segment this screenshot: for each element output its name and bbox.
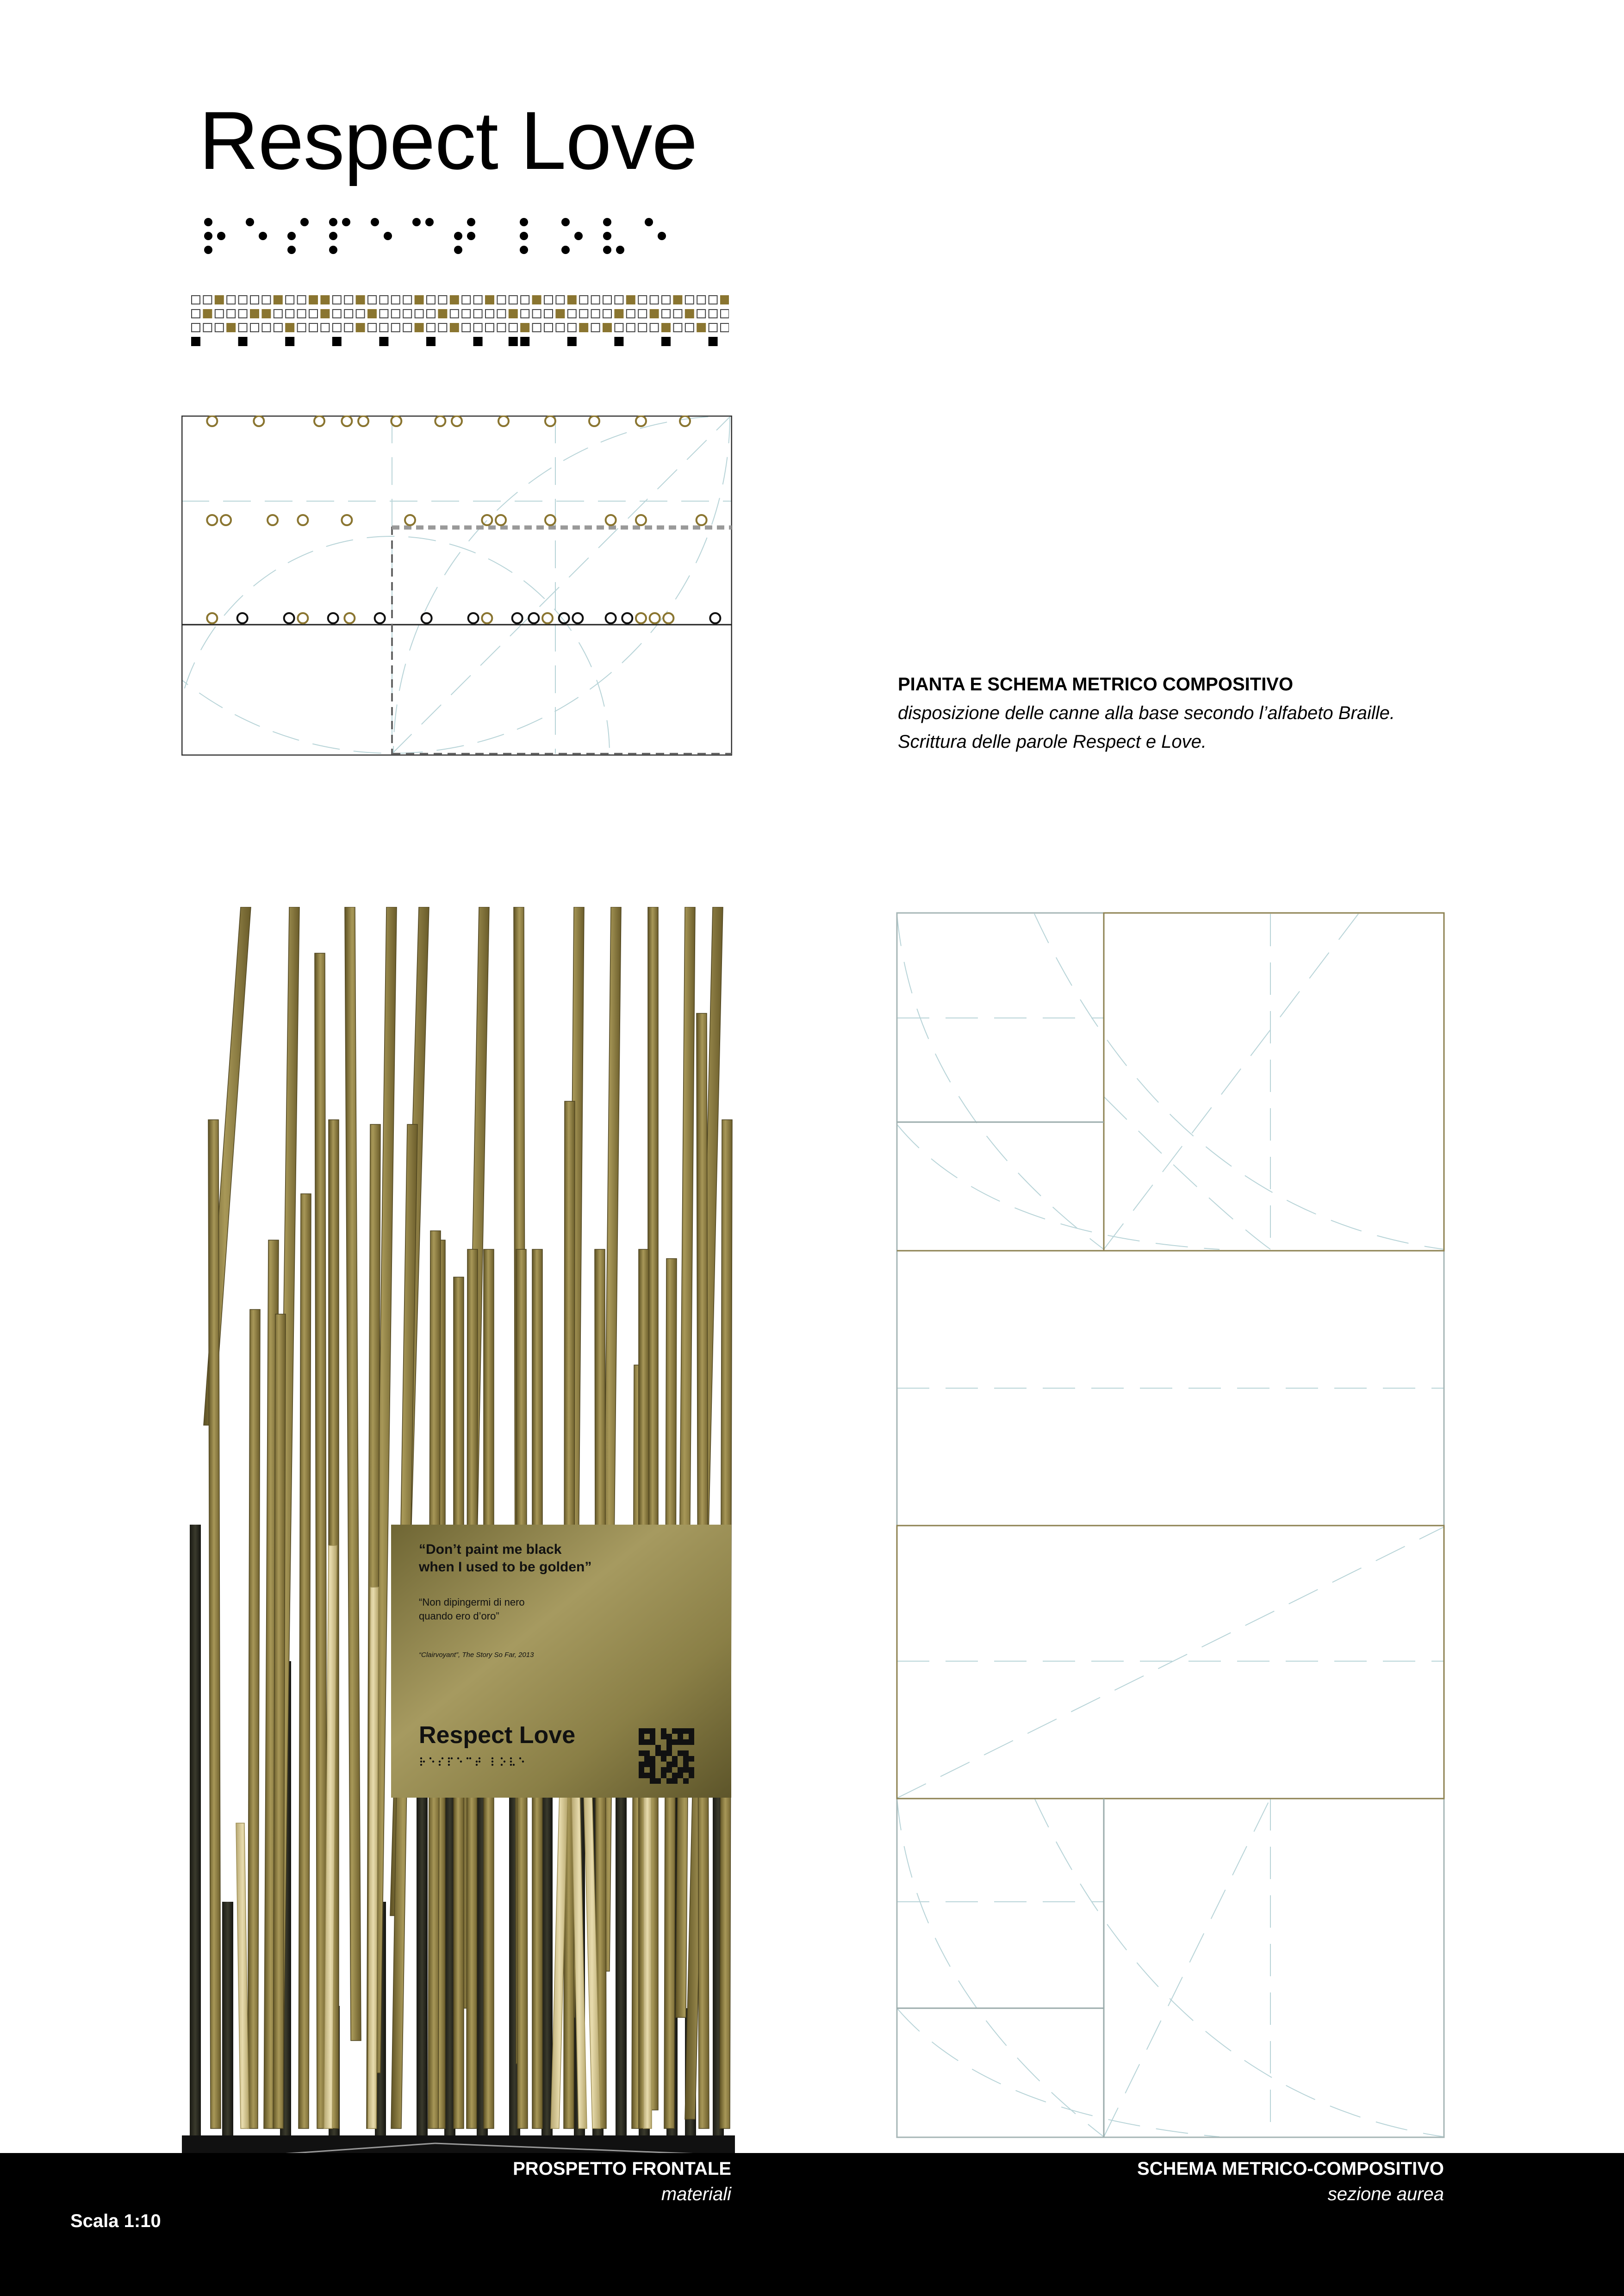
braille-dot: [259, 232, 267, 240]
grid-cell: [403, 296, 411, 304]
grid-cell: [203, 309, 212, 318]
reed-position: [622, 613, 632, 623]
braille-dot: [287, 246, 296, 254]
grid-cell: [685, 309, 694, 318]
reed-position: [710, 613, 720, 623]
grid-cell: [673, 323, 682, 332]
golden-section-diagram: [896, 912, 1446, 2140]
grid-cell: [462, 310, 470, 318]
reed-position: [680, 416, 690, 426]
grid-cell: [356, 323, 365, 332]
reed-position: [636, 416, 646, 426]
grid-cell: [474, 310, 482, 318]
reed-position: [344, 613, 355, 623]
reed-gold: [273, 1314, 286, 2128]
grid-cell: [392, 296, 400, 304]
reed-position: [545, 416, 555, 426]
plan-caption-line: Scrittura delle parole Respect e Love.: [898, 732, 1207, 752]
grid-cell: [567, 295, 577, 304]
grid-cell: [603, 296, 611, 304]
reed-gold: [345, 907, 361, 2041]
scale-label: Scala 1:10: [70, 2211, 161, 2231]
reed-position: [482, 613, 492, 623]
braille-dot: [246, 218, 254, 226]
braille-dot: [384, 232, 392, 240]
reed-position: [468, 613, 479, 623]
braille-dot: [520, 232, 528, 240]
grid-cell: [650, 296, 659, 304]
grid-cell: [427, 310, 435, 318]
footer-right-caption: [1074, 2159, 1444, 2205]
grid-cell: [368, 323, 376, 332]
grid-cell: [709, 310, 717, 318]
grid-cell: [415, 323, 424, 332]
guide-arc: [1034, 914, 1444, 1249]
reed-position: [572, 613, 583, 623]
braille-dot: [603, 246, 611, 254]
grid-cell: [520, 337, 529, 346]
grid-cell: [509, 296, 517, 304]
braille-dot: [287, 232, 296, 240]
reed-position: [405, 515, 415, 525]
grid-cell: [615, 323, 623, 332]
reed-position: [496, 515, 506, 525]
grid-cell: [239, 296, 247, 304]
reed-position: [559, 613, 569, 623]
grid-cell: [274, 323, 282, 332]
braille-dot: [561, 246, 570, 254]
guide-arc: [897, 1798, 1104, 2137]
grid-cell: [474, 296, 482, 304]
grid-cell: [392, 310, 400, 318]
reed-position: [529, 613, 539, 623]
reed-light: [643, 1768, 652, 2128]
reed-position: [314, 416, 324, 426]
grid-cell: [450, 295, 459, 304]
grid-cell: [497, 323, 505, 332]
grid-cell: [309, 295, 318, 304]
grid-cell: [509, 323, 517, 332]
reed-black: [222, 1902, 233, 2135]
grid-cell: [274, 295, 283, 304]
grid-cell: [638, 296, 647, 304]
guide-arc: [181, 536, 610, 756]
braille-dot: [329, 246, 337, 254]
braille-dot: [204, 246, 212, 254]
plan-caption: [898, 670, 1395, 756]
grid-cell: [192, 296, 200, 304]
grid-cell: [485, 310, 494, 318]
grid-cell: [286, 310, 294, 318]
grid-cell: [320, 309, 330, 318]
grid-cell: [661, 323, 671, 332]
grid-cell: [227, 310, 235, 318]
braille-dot: [454, 232, 462, 240]
grid-cell: [520, 323, 529, 332]
reed-position: [391, 416, 401, 426]
grid-cell: [226, 323, 236, 332]
grid-cell: [438, 309, 447, 318]
reed-position: [342, 515, 352, 525]
grid-cell: [403, 310, 411, 318]
grid-cell: [650, 309, 659, 318]
grid-cell: [532, 295, 541, 304]
grid-cell: [650, 323, 659, 332]
braille-dot: [574, 232, 583, 240]
grid-cell: [556, 323, 564, 332]
grid-cell: [615, 296, 623, 304]
grid-cell: [685, 296, 694, 304]
plaque-citation: “Clairvoyant”, The Story So Far, 2013: [419, 1651, 534, 1659]
reed-position: [207, 515, 217, 525]
footer-left-sub: materiali: [661, 2184, 731, 2204]
grid-cell: [215, 323, 224, 332]
braille-dot: [412, 218, 421, 226]
reed-black: [417, 1772, 428, 2135]
guide-arc: [897, 1124, 1220, 1249]
grid-cell: [521, 296, 529, 304]
grid-cell: [285, 337, 294, 346]
grid-cell: [380, 323, 388, 332]
grid-cell: [298, 296, 306, 304]
grid-cell: [721, 323, 729, 332]
grid-cell: [262, 296, 270, 304]
grid-cell: [661, 337, 671, 346]
guide-arc: [1104, 1097, 1270, 1249]
grid-cell: [320, 295, 330, 304]
grid-cell: [450, 323, 459, 332]
grid-cell: [379, 337, 388, 346]
braille-dot: [603, 218, 611, 226]
grid-cell: [333, 323, 341, 332]
reed-position: [663, 613, 673, 623]
braille-dot: [520, 246, 528, 254]
grid-cell: [239, 310, 247, 318]
grid-cell: [591, 310, 600, 318]
grid-cell: [215, 310, 224, 318]
reed-position: [237, 613, 248, 623]
grid-cell: [427, 323, 435, 332]
grid-cell: [344, 323, 353, 332]
grid-cell: [380, 310, 388, 318]
reed-position: [298, 515, 308, 525]
grid-cell: [309, 310, 317, 318]
grid-cell: [333, 310, 341, 318]
grid-cell: [321, 323, 329, 332]
reed-position: [358, 416, 368, 426]
grid-cell: [427, 296, 435, 304]
grid-cell: [380, 296, 388, 304]
grid-cell: [614, 337, 623, 346]
grid-cell: [509, 309, 518, 318]
grid-cell: [215, 295, 224, 304]
guide-arc: [897, 914, 1104, 1249]
grid-cell: [485, 323, 494, 332]
grid-cell: [662, 310, 670, 318]
grid-cell: [239, 323, 247, 332]
reed-position: [697, 515, 707, 525]
guide-line: [1104, 914, 1358, 1249]
grid-cell: [438, 296, 447, 304]
grid-cell: [509, 337, 518, 346]
grid-cell: [591, 323, 600, 332]
guide-line: [897, 1527, 1444, 1798]
footer-left-caption: [417, 2159, 731, 2205]
braille-dot: [454, 246, 462, 254]
grid-cell: [579, 310, 588, 318]
grid-cell: [709, 296, 717, 304]
golden-square: [1104, 913, 1444, 1251]
plan-view: [181, 416, 732, 756]
reed-position: [636, 613, 646, 623]
braille-dot: [658, 232, 666, 240]
guide-arc: [393, 416, 732, 756]
reed-position: [268, 515, 278, 525]
braille-dot: [467, 232, 475, 240]
braille-dot: [300, 218, 309, 226]
braille-grid: [187, 292, 729, 352]
reed-black: [541, 1772, 553, 2135]
grid-cell: [626, 295, 635, 304]
reed-gold: [299, 1194, 311, 2128]
grid-cell: [462, 296, 470, 304]
grid-cell: [415, 295, 424, 304]
grid-cell: [697, 310, 705, 318]
grid-cell: [685, 323, 694, 332]
grid-cell: [579, 323, 588, 332]
grid-cell: [709, 337, 718, 346]
reed-position: [298, 613, 308, 623]
braille-dot: [561, 218, 570, 226]
grid-cell: [203, 296, 212, 304]
braille-dot: [520, 218, 528, 226]
plaque-quote-it: quando ero d’oro”: [419, 1610, 499, 1622]
grid-cell: [721, 310, 729, 318]
reed-gold: [248, 1309, 260, 2128]
grid-cell: [333, 296, 341, 304]
braille-dot: [603, 232, 611, 240]
braille-dot: [217, 232, 225, 240]
grid-cell: [403, 323, 411, 332]
plaque-quote-en: “Don’t paint me black: [419, 1542, 562, 1557]
grid-cell: [356, 310, 365, 318]
grid-cell: [497, 310, 505, 318]
reed-position: [435, 416, 445, 426]
grid-cell: [473, 337, 483, 346]
grid-cell: [614, 309, 623, 318]
grid-cell: [392, 323, 400, 332]
reed-position: [606, 613, 616, 623]
reed-position: [452, 416, 462, 426]
grid-cell: [673, 295, 682, 304]
grid-cell: [426, 337, 436, 346]
grid-cell: [192, 323, 200, 332]
grid-cell: [438, 323, 447, 332]
grid-cell: [274, 310, 282, 318]
grid-cell: [709, 323, 717, 332]
grid-cell: [356, 295, 365, 304]
grid-cell: [191, 337, 200, 346]
grid-cell: [368, 296, 376, 304]
braille-dot: [371, 218, 379, 226]
braille-dot: [204, 218, 212, 226]
footer-right-title: SCHEMA METRICO-COMPOSITIVO: [1137, 2159, 1444, 2179]
grid-cell: [556, 296, 564, 304]
braille-title: [199, 213, 717, 264]
plan-caption-line: disposizione delle canne alla base secondo l’alfabeto Braille.: [898, 703, 1395, 723]
guide-arc: [897, 2008, 1220, 2137]
plaque-quote-it: “Non dipingermi di nero: [419, 1596, 525, 1608]
grid-cell: [298, 323, 306, 332]
grid-cell: [697, 296, 705, 304]
page-title: Respect Love: [199, 94, 697, 186]
braille-dot: [425, 218, 434, 226]
reed-position: [221, 515, 231, 525]
grid-cell: [544, 323, 553, 332]
grid-cell: [485, 295, 494, 304]
grid-cell: [568, 323, 576, 332]
grid-cell: [261, 309, 271, 318]
grid-cell: [238, 337, 248, 346]
braille-dot: [645, 218, 653, 226]
footer-left-title: PROSPETTO FRONTALE: [513, 2159, 731, 2179]
grid-cell: [285, 323, 294, 332]
reed-position: [254, 416, 264, 426]
reed-position: [422, 613, 432, 623]
reed-position: [207, 613, 217, 623]
grid-cell: [627, 310, 635, 318]
grid-cell: [262, 323, 270, 332]
grid-cell: [332, 337, 342, 346]
grid-cell: [367, 309, 377, 318]
reed-position: [498, 416, 509, 426]
reed-position: [207, 416, 217, 426]
reed-position: [375, 613, 385, 623]
reed-position: [512, 613, 523, 623]
reed-position: [542, 613, 553, 623]
plan-caption-title: PIANTA E SCHEMA METRICO COMPOSITIVO: [898, 674, 1294, 695]
grid-cell: [638, 310, 647, 318]
reed-position: [589, 416, 599, 426]
reed-position: [636, 515, 646, 525]
grid-cell: [250, 323, 259, 332]
grid-cell: [603, 310, 611, 318]
grid-cell: [638, 323, 647, 332]
reed-position: [482, 515, 492, 525]
grid-cell: [544, 296, 553, 304]
grid-cell: [662, 296, 670, 304]
grid-cell: [720, 295, 729, 304]
reed-position: [545, 515, 555, 525]
grid-cell: [567, 337, 577, 346]
grid-cell: [579, 296, 588, 304]
grid-cell: [568, 310, 576, 318]
grid-cell: [415, 310, 423, 318]
reed-position: [342, 416, 352, 426]
braille-dot: [204, 232, 212, 240]
grid-cell: [462, 323, 470, 332]
grid-cell: [474, 323, 482, 332]
grid-cell: [227, 296, 235, 304]
reed-gold: [208, 1120, 221, 2128]
plaque-text: [391, 1527, 729, 1798]
grid-cell: [521, 310, 529, 318]
footer-right-sub: sezione aurea: [1327, 2184, 1444, 2204]
reed-position: [606, 515, 616, 525]
reed-black: [190, 1525, 201, 2135]
braille-dot: [329, 232, 337, 240]
grid-cell: [533, 323, 541, 332]
grid-cell: [533, 310, 541, 318]
braille-dot: [467, 218, 475, 226]
reed-position: [284, 613, 294, 623]
grid-cell: [286, 296, 294, 304]
grid-cell: [250, 309, 259, 318]
grid-cell: [497, 296, 505, 304]
grid-cell: [344, 296, 353, 304]
grid-cell: [250, 296, 259, 304]
reed-light: [236, 1823, 249, 2128]
plaque-quote-en: when I used to be golden”: [419, 1559, 592, 1575]
grid-cell: [192, 310, 200, 318]
grid-cell: [298, 310, 306, 318]
grid-cell: [673, 310, 682, 318]
plan-frame: [182, 416, 732, 755]
grid-cell: [344, 310, 353, 318]
grid-cell: [544, 310, 553, 318]
grid-cell: [450, 310, 459, 318]
reed-position: [328, 613, 338, 623]
plaque-brand: Respect Love: [419, 1722, 576, 1749]
grid-cell: [603, 323, 612, 332]
guide-arc: [181, 416, 730, 753]
guide-line: [392, 416, 731, 754]
grid-cell: [591, 296, 600, 304]
guide-arc: [1034, 1798, 1444, 2137]
grid-cell: [697, 323, 706, 332]
reed-position: [650, 613, 660, 623]
guide-line: [1104, 1798, 1270, 2137]
grid-cell: [555, 309, 565, 318]
braille-dot: [329, 218, 337, 226]
braille-dot: [342, 218, 350, 226]
grid-cell: [627, 323, 635, 332]
grid-cell: [309, 323, 317, 332]
reed-black: [616, 1772, 627, 2135]
braille-dot: [616, 246, 624, 254]
grid-cell: [203, 323, 212, 332]
